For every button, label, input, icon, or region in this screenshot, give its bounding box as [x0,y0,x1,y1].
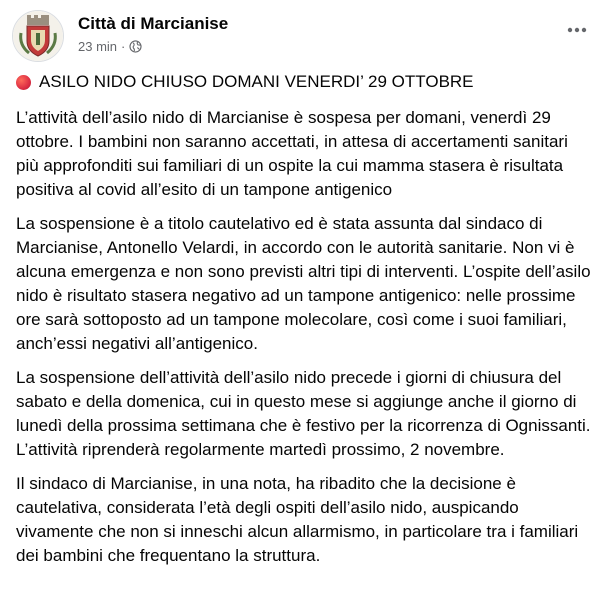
post-meta [78,39,142,54]
post-paragraph-3: La sospensione dell’attività dell’asilo nido precede i giorni di chiusura del sabato e della domenica, cui in questo mese si aggiunge anche il giorno di lunedì della prossima settimana che è festivo per la ricorrenza di Ognissanti. L’attività riprenderà regolarmente martedì prossimo, 2 novembre. [16,368,591,459]
meta-separator: · [121,39,126,54]
post-body [16,70,594,578]
page-avatar[interactable] [12,10,64,62]
post-time[interactable]: 23 min [78,39,118,54]
post-header [12,10,596,58]
page-name[interactable]: Città di Marcianise [78,14,229,33]
post-paragraph-4: Il sindaco di Marcianise, in una nota, ha ribadito che la decisione è cautelativa, considerata l’età degli ospiti dell’asilo nido, auspicando vivamente che non si inneschi alcun allarmismo, in particolare tra i familiari dei bambini che frequentano la struttura. [16,474,579,565]
post-headline [16,70,594,94]
more-horizontal-icon [567,27,587,33]
red-circle-icon [16,75,31,90]
more-options-button[interactable] [562,18,592,42]
city-crest-icon [13,11,63,61]
post-paragraph-2: La sospensione è a titolo cautelativo ed è stata assunta dal sindaco di Marcianise, Antonello Velardi, in accordo con le autorità sanitarie. Non vi è alcuna emergenza e non sono previsti altri tipi di interventi. L’ospite dell’asilo nido è risultato stasera negativo ad un tampone antigenico: nelle prossime ore sarà sottoposto ad un tampone molecolare, così come i suoi familiari, anch’essi negativi all’antigenico. [16,214,591,353]
post-paragraph-1: L’attività dell’asilo nido di Marcianise è sospesa per domani, venerdì 29 ottobre. I bambini non saranno accettati, in attesa di accertamenti sanitari più approfonditi sui familiari di un ospite la cui mamma stasera è risultata positiva al covid all’esito di un tampone antigenico [16,108,568,199]
globe-icon[interactable] [129,40,142,53]
headline-text: ASILO NIDO CHIUSO DOMANI VENERDI’ 29 OTTOBRE [39,72,474,91]
